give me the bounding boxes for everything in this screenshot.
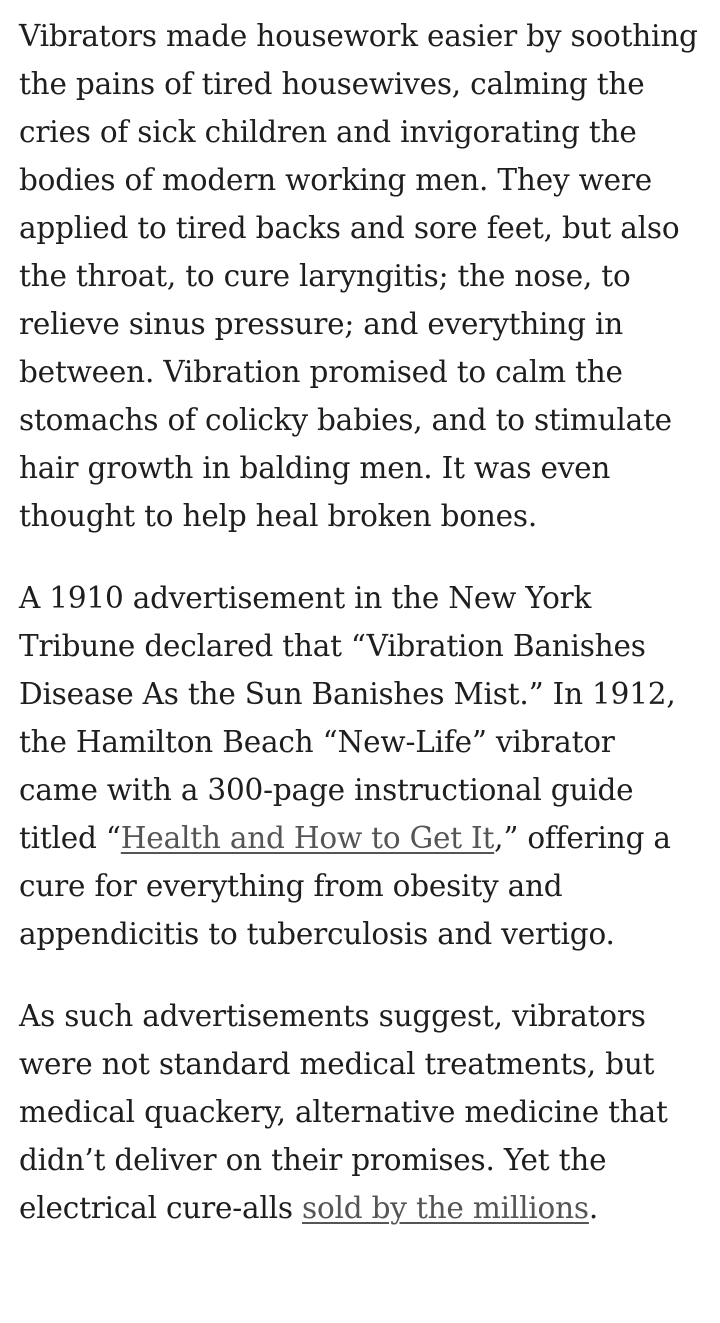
paragraph-text: ,” offering a cure for everything from obesity and appendicitis to tuberculosis and vertigo. — [19, 821, 671, 951]
paragraph-text: As such advertisements suggest, vibrators were not standard medical treatments, but medical quackery, alternative medicine that didn’t deliver on their promises. Yet the electrical cure-alls — [19, 999, 668, 1225]
health-guide-link[interactable]: Health and How to Get It — [120, 821, 495, 855]
sold-by-millions-link[interactable]: sold by the millions — [302, 1191, 589, 1225]
paragraph-text: . — [588, 1191, 599, 1225]
paragraph-quackery — [19, 992, 702, 1232]
paragraph-text: A 1910 advertisement in the New York Tribune declared that “Vibration Banishes Disease As the Sun Banishes Mist.” In 1912, the Hamilton Beach “New-Life” vibrator came with a 300-page instructional guide titled “ — [19, 581, 676, 855]
paragraph-advertisements — [19, 574, 702, 958]
paragraph-household-uses: Vibrators made housework easier by soothing the pains of tired housewives, calming the cries of sick children and invigorating the bodies of modern working men. They were applied to tired backs and sore feet, but also the throat, to cure laryngitis; the nose, to relieve sinus pressure; and everything in between. Vibration promised to calm the stomachs of colicky babies, and to stimulate hair growth in balding men. It was even thought to help heal broken bones. — [19, 19, 698, 533]
